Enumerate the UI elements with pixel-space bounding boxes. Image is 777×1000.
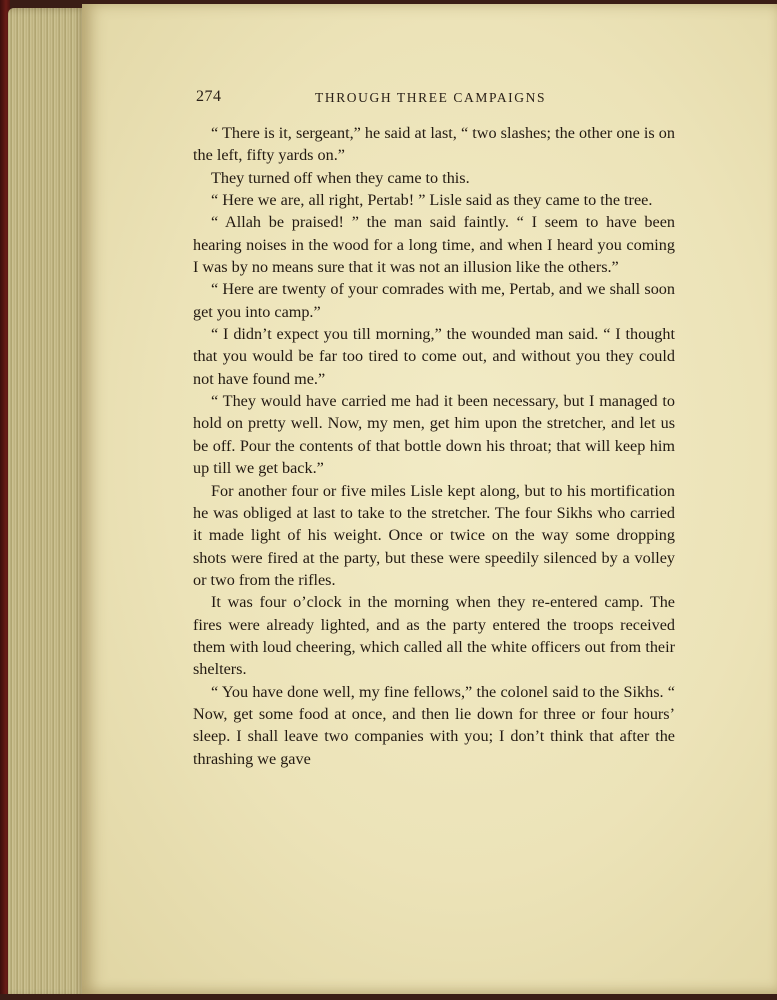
paragraph: “ Here are twenty of your comrades with me, Pertab, and we shall soon get you into camp.”	[193, 280, 675, 321]
paragraph: It was four o’clock in the morning when they re-entered camp. The fires were already lighted, and as the party entered the troops received them with loud cheering, which called all the white officers out from their shelters.	[193, 593, 675, 679]
page-bottom-edge	[0, 994, 777, 1000]
paragraph: They turned off when they came to this.	[211, 168, 470, 187]
paragraph: “ Allah be praised! ” the man said faintly. “ I seem to have been hearing noises in the wood for a long time, and when I heard you coming I was by no means sure that it was not an illusion like the others.”	[193, 213, 675, 277]
body-text	[193, 122, 675, 770]
paragraph: “ I didn’t expect you till morning,” the wounded man said. “ I thought that you would be far too tired to come out, and without you they could not have found me.”	[193, 325, 675, 388]
paragraph: “ They would have carried me had it been necessary, but I managed to hold on pretty well. Now, my men, get him upon the stretcher, and let us be off. Pour the contents of that bottle down his throat; that will keep him up till we get back.”	[193, 392, 675, 478]
paragraph: “ You have done well, my fine fellows,” the colonel said to the Sikhs. “ Now, get some food at once, and then lie down for three or four hours’ sleep. I shall leave two companies with you; I don’t think that after the thrashing we gave	[193, 682, 675, 768]
paragraph: “ There is it, sergeant,” he said at last, “ two slashes; the other one is on the left, fifty yards on.”	[193, 124, 675, 165]
paragraph: For another four or five miles Lisle kept along, but to his mortification he was obliged at last to take to the stretcher. The four Sikhs who carried it made light of his weight. Once or twice on the way some dropping shots were fired at the party, but these were speedily silenced by a volley or two from the rifles.	[193, 481, 675, 589]
paragraph: “ Here we are, all right, Pertab! ” Lisle said as they came to the tree.	[211, 191, 653, 210]
page-number: 274	[196, 88, 222, 105]
page-header	[196, 88, 666, 110]
page-edges	[8, 8, 88, 998]
running-head: THROUGH THREE CAMPAIGNS	[315, 90, 547, 105]
